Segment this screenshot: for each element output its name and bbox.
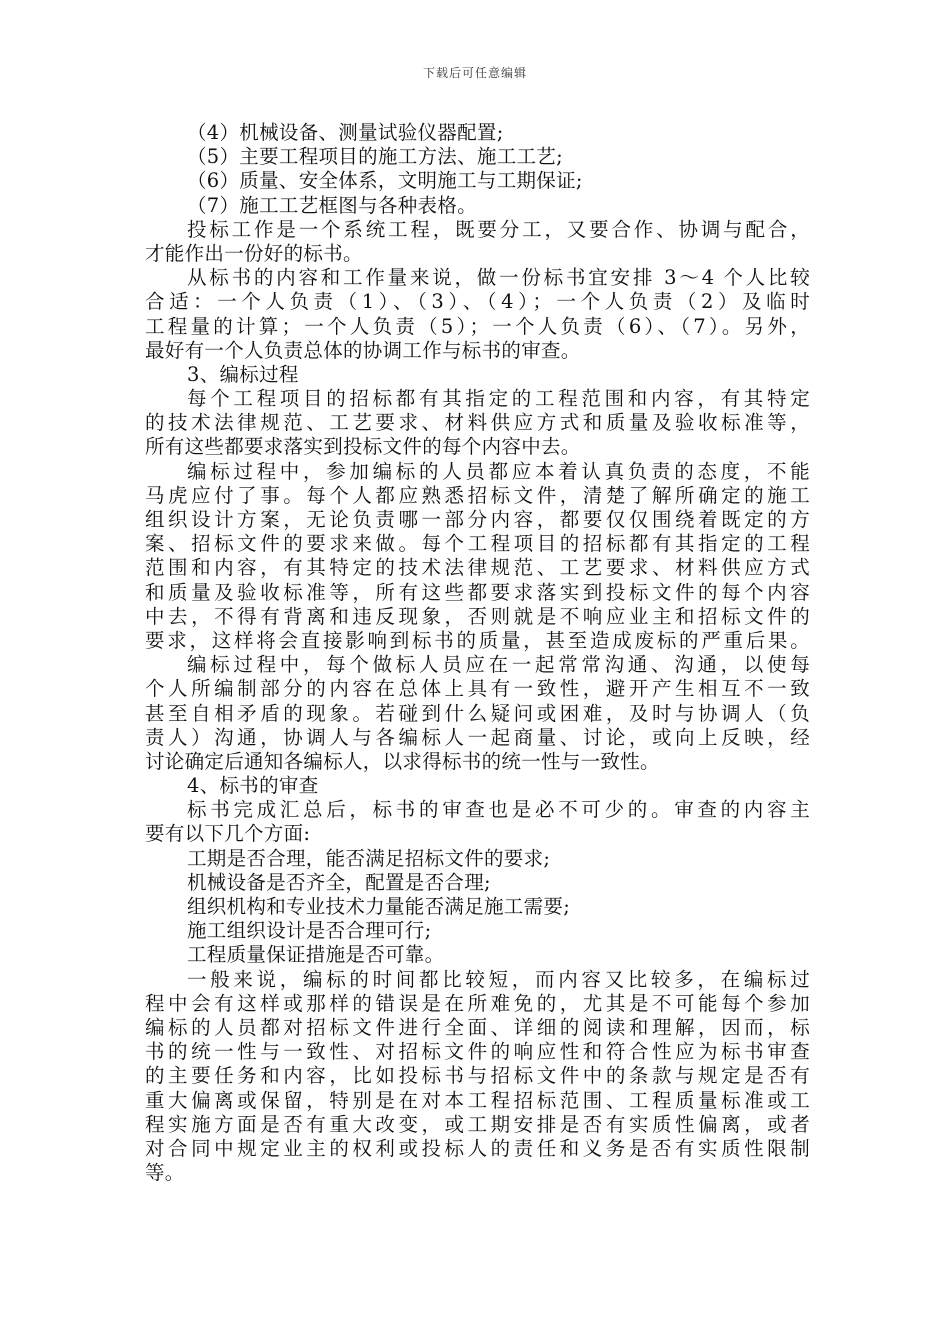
text-line: 投标工作是一个系统工程，既要分工，又要合作、协调与配合， [187,217,810,241]
text-line: 书的统一性与一致性、对招标文件的响应性和符合性应为标书审查 [145,1040,810,1064]
text-line: 和质量及验收标准等，所有这些都要求落实到投标文件的每个内容 [145,580,810,604]
text-line: 案、招标文件的要求来做。每个工程项目的招标都有其指定的工程 [145,532,810,556]
text-line: 编标过程中，参加编标的人员都应本着认真负责的态度，不能 [187,459,810,483]
text-line: 重大偏离或保留，特别是在对本工程招标范围、工程质量标准或工 [145,1088,810,1112]
page-header: 下载后可任意编辑 [422,66,527,80]
text-line: 范围和内容，有其特定的技术法律规范、工艺要求、材料供应方式 [145,556,810,580]
text-line: 从标书的内容和工作量来说，做一份标书宜安排 3～4 个人比较 [187,266,810,290]
text-line: 4、标书的审查 [187,774,319,798]
document-body [145,121,810,1185]
text-line: 对合同中规定业主的权利或投标人的责任和义务是否有实质性限制 [145,1136,810,1160]
text-line: 要求，这样将会直接影响到标书的质量，甚至造成废标的严重后果。 [145,628,810,652]
text-line: 责人）沟通，协调人与各编标人一起商量、讨论，或向上反映，经 [145,725,810,749]
text-line: （6）质量、安全体系，文明施工与工期保证; [187,169,583,193]
text-line: 施工组织设计是否合理可行; [187,919,432,943]
text-line: 工期是否合理，能否满足招标文件的要求; [187,846,551,870]
text-line: 编标过程中，每个做标人员应在一起常常沟通、沟通，以使每 [187,653,810,677]
text-line: 中去，不得有背离和违反现象，否则就是不响应业主和招标文件的 [145,604,810,628]
text-line: 3、编标过程 [187,362,299,386]
text-line: 每个工程项目的招标都有其指定的工程范围和内容，有其特定 [187,387,810,411]
text-line: 程中会有这样或那样的错误是在所难免的，尤其是不可能每个参加 [145,991,810,1015]
text-line: （7）施工工艺框图与各种表格。 [187,193,477,217]
text-line: （5）主要工程项目的施工方法、施工工艺; [187,145,563,169]
text-line: 工程量的计算；一个人负责（5）；一个人负责（6）、（7）。另外， [145,314,810,338]
text-line: 所有这些都要求落实到投标文件的每个内容中去。 [145,435,581,459]
text-line: 程实施方面是否有重大改变，或工期安排是否有实质性偏离，或者 [145,1112,810,1136]
text-line: 才能作出一份好的标书。 [145,241,363,265]
text-line: 工程质量保证措施是否可靠。 [187,943,445,967]
text-line: 要有以下几个方面: [145,822,311,846]
text-line: 机械设备是否齐全，配置是否合理; [187,870,491,894]
text-line: 讨论确定后通知各编标人，以求得标书的统一性与一致性。 [145,749,660,773]
text-line: 最好有一个人负责总体的协调工作与标书的审查。 [145,338,581,362]
text-line: 的主要任务和内容，比如投标书与招标文件中的条款与规定是否有 [145,1064,810,1088]
text-line: 的技术法律规范、工艺要求、材料供应方式和质量及验收标准等， [145,411,810,435]
text-line: 甚至自相矛盾的现象。若碰到什么疑问或困难，及时与协调人（负 [145,701,810,725]
text-line: （4）机械设备、测量试验仪器配置; [187,121,504,144]
text-line: 马虎应付了事。每个人都应熟悉招标文件，清楚了解所确定的施工 [145,483,810,507]
text-line: 等。 [145,1161,185,1185]
text-line: 组织机构和专业技术力量能否满足施工需要; [187,895,571,918]
text-line: 标书完成汇总后，标书的审查也是必不可少的。审查的内容主 [187,798,810,822]
text-line: 编标的人员都对招标文件进行全面、详细的阅读和理解，因而，标 [145,1015,810,1039]
text-line: 合适：一个人负责（1）、（3）、（4）；一个人负责（2）及临时 [145,290,810,314]
text-line: 个人所编制部分的内容在总体上具有一致性，避开产生相互不一致 [145,677,810,701]
text-line: 一般来说，编标的时间都比较短，而内容又比较多，在编标过 [187,967,810,991]
text-line: 组织设计方案，无论负责哪一部分内容，都要仅仅围绕着既定的方 [145,508,810,531]
